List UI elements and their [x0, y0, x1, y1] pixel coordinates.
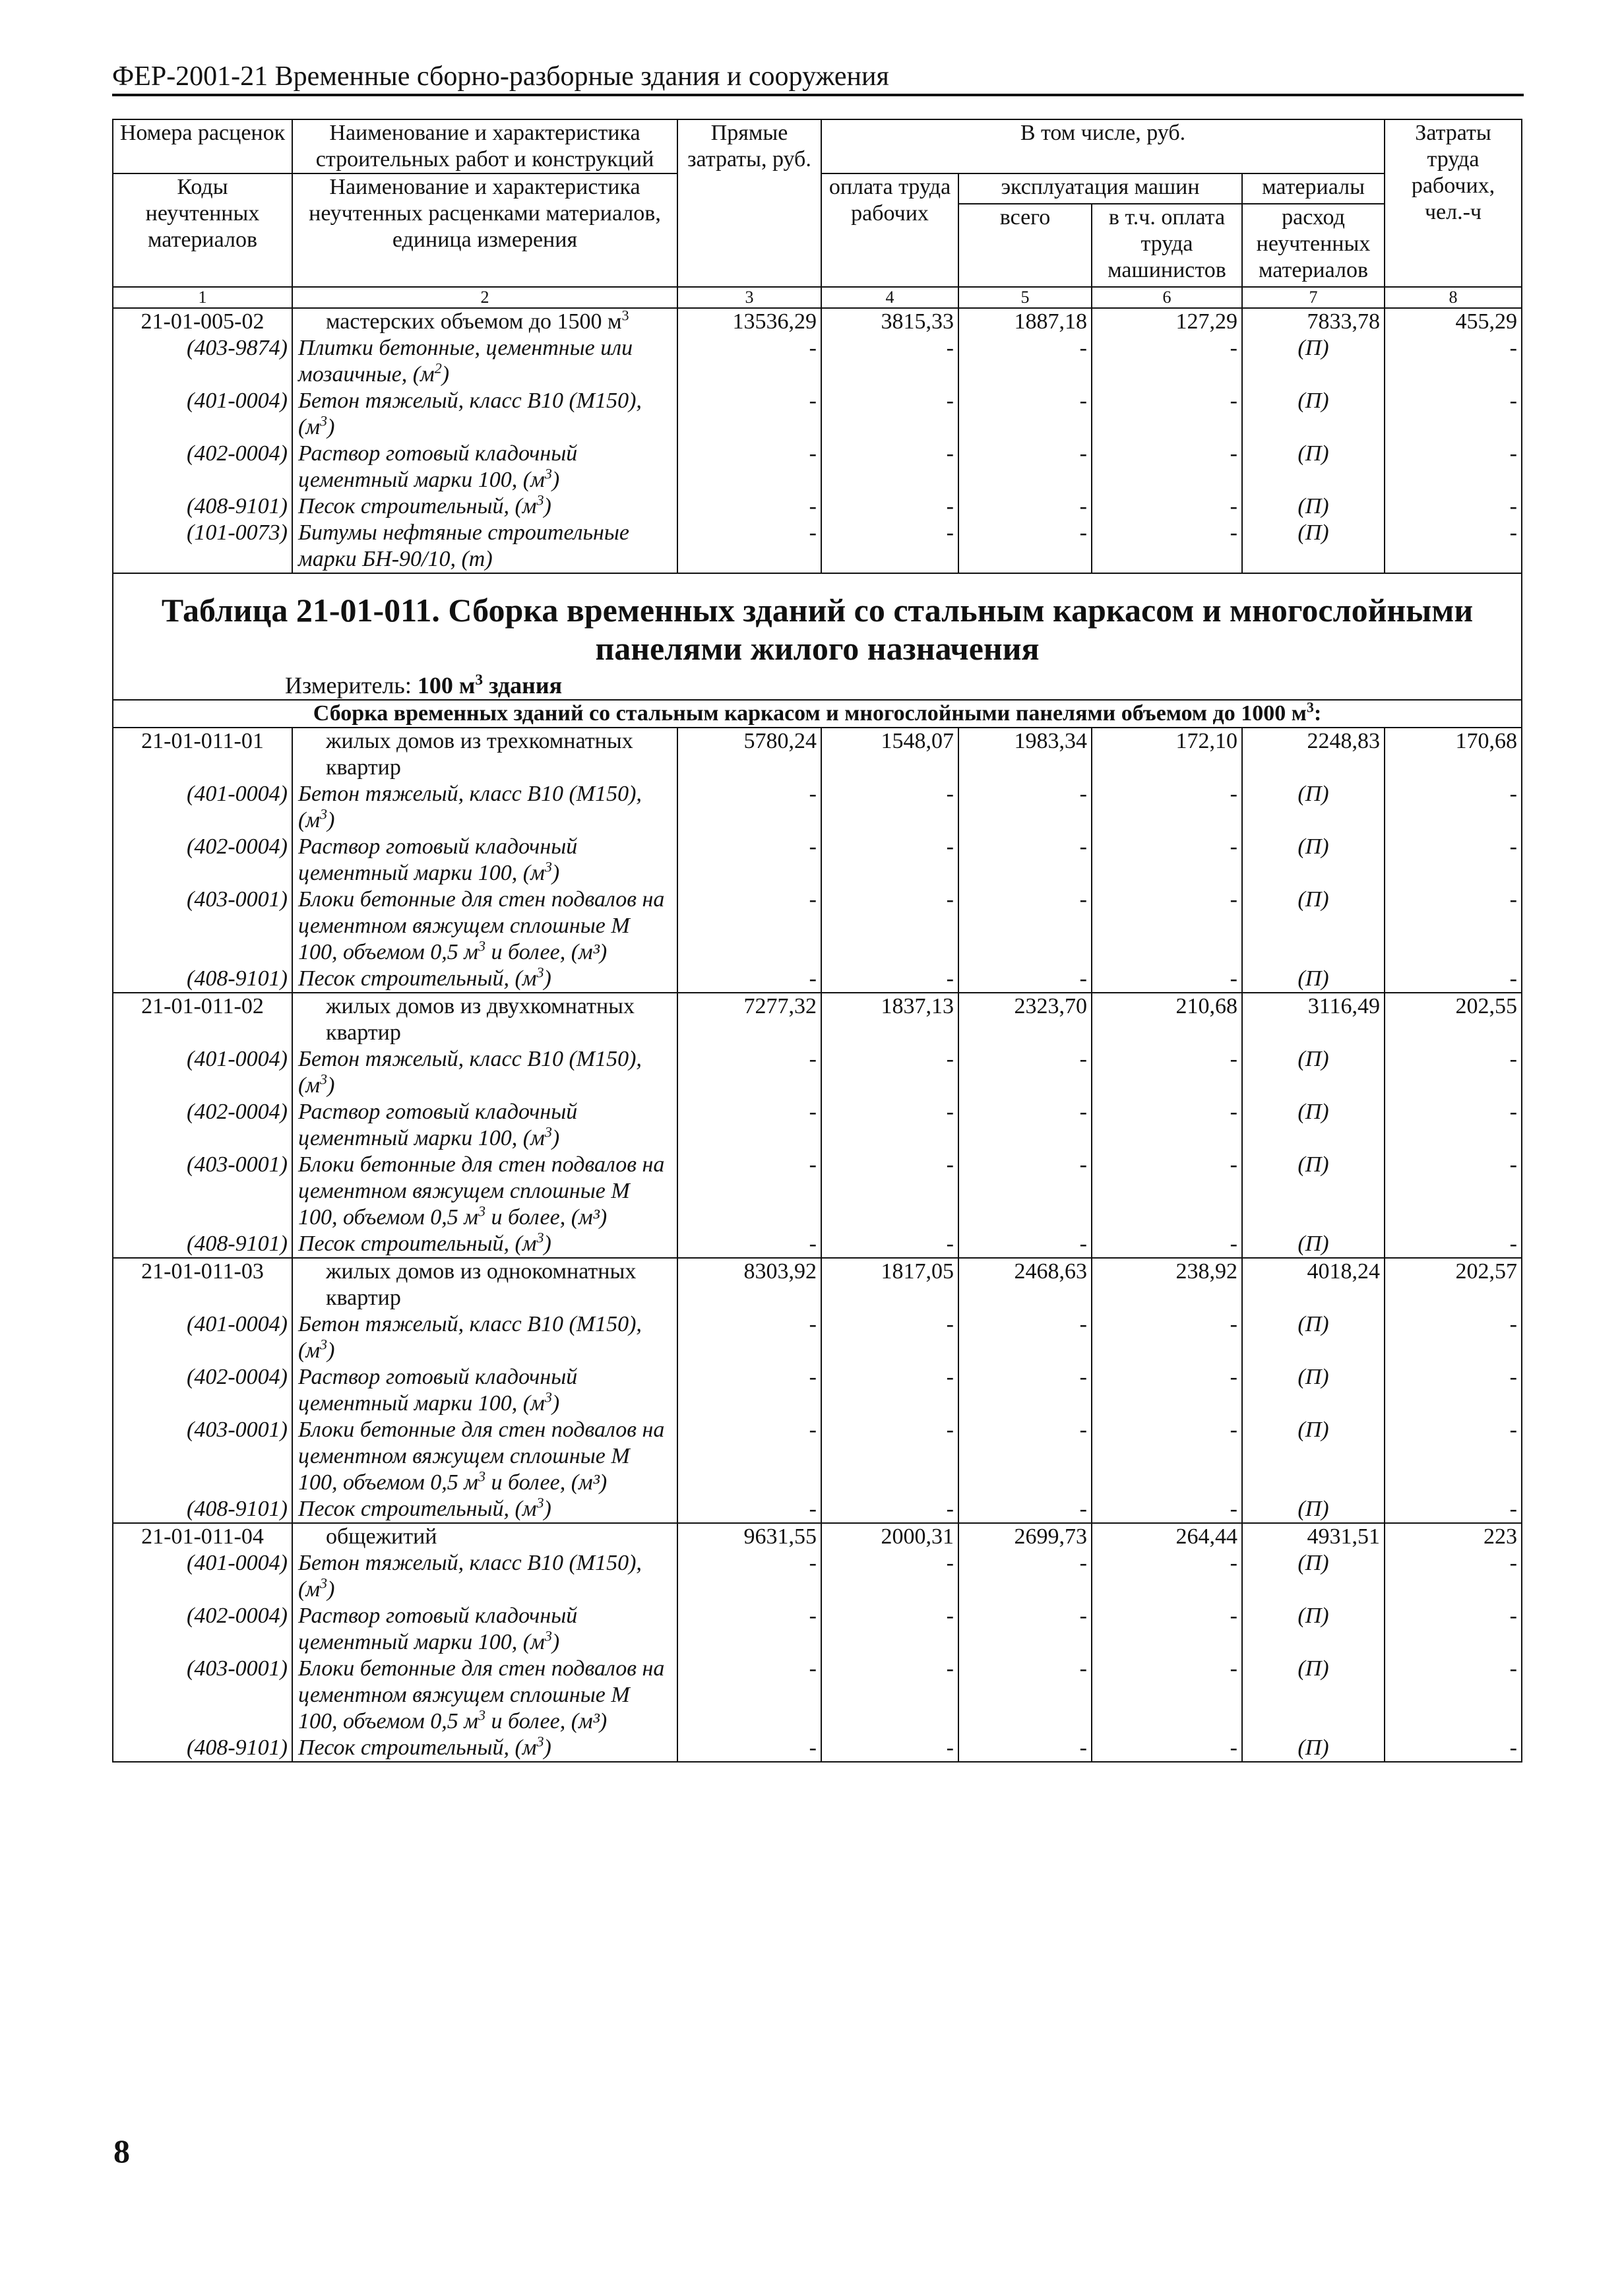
empty-value: - — [821, 1099, 958, 1152]
material-mark: (П) — [1242, 1152, 1385, 1231]
empty-value: - — [821, 1152, 958, 1231]
material-row — [113, 834, 1522, 887]
table-title: Таблица 21-01-011. Сборка временных зданий со стальным каркасом и многослойными панелями жилого назначения — [161, 592, 1474, 667]
material-row — [113, 1550, 1522, 1603]
material-mark: (П) — [1242, 441, 1385, 493]
material-mark: (П) — [1242, 1231, 1385, 1258]
work-name: жилых домов из трехкомнатных квартир — [292, 728, 677, 781]
cost-value: 2468,63 — [958, 1258, 1092, 1311]
empty-value: - — [958, 1496, 1092, 1523]
col4-header: оплата труда рабочих — [821, 173, 958, 287]
empty-value: - — [958, 1231, 1092, 1258]
empty-value: - — [1385, 1311, 1522, 1364]
empty-value: - — [821, 335, 958, 388]
empty-value: - — [1385, 1152, 1522, 1231]
cost-value: 2323,70 — [958, 993, 1092, 1046]
cost-value: 202,57 — [1385, 1258, 1522, 1311]
col1-bottom-header: Коды неучтенных материалов — [113, 173, 292, 287]
empty-value: - — [958, 1735, 1092, 1762]
material-row — [113, 1231, 1522, 1258]
empty-value: - — [1092, 1311, 1242, 1364]
empty-value: - — [958, 834, 1092, 887]
empty-value: - — [677, 1656, 821, 1735]
empty-value: - — [677, 1311, 821, 1364]
material-code: (402-0004) — [113, 1099, 292, 1152]
work-name: жилых домов из двухкомнатных квартир — [292, 993, 677, 1046]
column-number: 7 — [1242, 287, 1385, 308]
material-mark: (П) — [1242, 1496, 1385, 1523]
material-code: (401-0004) — [113, 781, 292, 834]
empty-value: - — [821, 388, 958, 441]
empty-value: - — [821, 1417, 958, 1496]
empty-value: - — [958, 1417, 1092, 1496]
empty-value: - — [1092, 1656, 1242, 1735]
cost-value: 127,29 — [1092, 308, 1242, 335]
empty-value: - — [958, 781, 1092, 834]
cost-value: 3116,49 — [1242, 993, 1385, 1046]
measure-unit — [113, 671, 1521, 699]
material-name: Песок строительный, $(м^3)$ — [292, 1735, 677, 1762]
empty-value: - — [1092, 441, 1242, 493]
empty-value: - — [1092, 1417, 1242, 1496]
empty-value: - — [677, 966, 821, 993]
empty-value: - — [1385, 887, 1522, 966]
cost-value: 223 — [1385, 1523, 1522, 1550]
material-code: (401-0004) — [113, 388, 292, 441]
empty-value: - — [677, 493, 821, 520]
material-mark: (П) — [1242, 1603, 1385, 1656]
material-code: (402-0004) — [113, 441, 292, 493]
empty-value: - — [677, 1735, 821, 1762]
empty-value: - — [958, 1603, 1092, 1656]
empty-value: - — [677, 520, 821, 573]
table-row — [113, 728, 1522, 781]
material-name: Раствор готовый кладочный цементный марки 100, $(м^3)$ — [292, 1603, 677, 1656]
material-row — [113, 1417, 1522, 1496]
page-header: ФЕР-2001-21 Временные сборно-разборные здания и сооружения — [112, 61, 1524, 96]
empty-value: - — [1092, 887, 1242, 966]
material-row — [113, 781, 1522, 834]
work-name: жилых домов из однокомнатных квартир — [292, 1258, 677, 1311]
empty-value: - — [677, 1152, 821, 1231]
empty-value: - — [1385, 493, 1522, 520]
material-name: Песок строительный, $(м^3)$ — [292, 966, 677, 993]
col6-header: в т.ч. оплата труда машинистов — [1092, 204, 1242, 287]
empty-value: - — [821, 1364, 958, 1417]
empty-value: - — [1092, 388, 1242, 441]
material-code: (101-0073) — [113, 520, 292, 573]
empty-value: - — [1092, 1603, 1242, 1656]
col5-header: всего — [958, 204, 1092, 287]
material-name: Бетон тяжелый, класс В10 (М150), $(м^3)$ — [292, 1550, 677, 1603]
empty-value: - — [1385, 335, 1522, 388]
material-code: (408-9101) — [113, 1231, 292, 1258]
cost-value: 210,68 — [1092, 993, 1242, 1046]
empty-value: - — [1385, 1099, 1522, 1152]
empty-value: - — [958, 1311, 1092, 1364]
col8-header: Затраты труда рабочих, чел.-ч — [1385, 119, 1522, 287]
empty-value: - — [1092, 966, 1242, 993]
material-row — [113, 1046, 1522, 1099]
material-code: (401-0004) — [113, 1046, 292, 1099]
material-code: (408-9101) — [113, 1735, 292, 1762]
empty-value: - — [821, 1603, 958, 1656]
material-row — [113, 388, 1522, 441]
empty-value: - — [1092, 1099, 1242, 1152]
empty-value: - — [1385, 520, 1522, 573]
material-code: (402-0004) — [113, 1364, 292, 1417]
column-number: 3 — [677, 287, 821, 308]
empty-value: - — [677, 1603, 821, 1656]
empty-value: - — [677, 781, 821, 834]
cost-value: 1548,07 — [821, 728, 958, 781]
empty-value: - — [1385, 1046, 1522, 1099]
empty-value: - — [1092, 520, 1242, 573]
material-row — [113, 441, 1522, 493]
empty-value: - — [1092, 1550, 1242, 1603]
cost-value: 7277,32 — [677, 993, 821, 1046]
empty-value: - — [821, 1656, 958, 1735]
material-row — [113, 966, 1522, 993]
empty-value: - — [958, 1152, 1092, 1231]
material-mark: (П) — [1242, 887, 1385, 966]
material-mark: (П) — [1242, 520, 1385, 573]
empty-value: - — [821, 1735, 958, 1762]
table-row — [113, 1258, 1522, 1311]
material-row — [113, 887, 1522, 966]
cost-value: 7833,78 — [1242, 308, 1385, 335]
rate-code: 21-01-011-01 — [113, 728, 292, 781]
empty-value: - — [1385, 441, 1522, 493]
empty-value: - — [821, 834, 958, 887]
empty-value: - — [821, 1231, 958, 1258]
rate-code: 21-01-011-02 — [113, 993, 292, 1046]
material-name: Бетон тяжелый, класс В10 (М150), $(м^3)$ — [292, 1311, 677, 1364]
material-name: Песок строительный, $(м^3)$ — [292, 1231, 677, 1258]
price-table — [112, 119, 1522, 1763]
cost-value: 1887,18 — [958, 308, 1092, 335]
empty-value: - — [1092, 493, 1242, 520]
empty-value: - — [1385, 1417, 1522, 1496]
empty-value: - — [821, 1550, 958, 1603]
column-number: 6 — [1092, 287, 1242, 308]
empty-value: - — [821, 1046, 958, 1099]
empty-value: - — [821, 781, 958, 834]
material-code: (408-9101) — [113, 1496, 292, 1523]
material-row — [113, 1099, 1522, 1152]
material-name: Блоки бетонные для стен подвалов на цементном вяжущем сплошные М 100, объемом 0,5 $м^3$ и более, (м³) — [292, 887, 677, 966]
material-code: (403-9874) — [113, 335, 292, 388]
material-mark: (П) — [1242, 1099, 1385, 1152]
empty-value: - — [958, 1046, 1092, 1099]
column-number: 1 — [113, 287, 292, 308]
empty-value: - — [821, 441, 958, 493]
material-mark: (П) — [1242, 493, 1385, 520]
cost-value: 2699,73 — [958, 1523, 1092, 1550]
material-row — [113, 1496, 1522, 1523]
empty-value: - — [1092, 335, 1242, 388]
material-row — [113, 1656, 1522, 1735]
material-code: (408-9101) — [113, 493, 292, 520]
measure-value: 100 $м^3$ здания — [417, 671, 563, 699]
empty-value: - — [958, 1099, 1092, 1152]
empty-value: - — [1092, 1735, 1242, 1762]
material-code: (403-0001) — [113, 887, 292, 966]
empty-value: - — [1385, 1735, 1522, 1762]
empty-value: - — [1092, 781, 1242, 834]
material-row — [113, 1603, 1522, 1656]
rate-code: 21-01-011-04 — [113, 1523, 292, 1550]
empty-value: - — [958, 1364, 1092, 1417]
machines-header: эксплуатация машин — [958, 173, 1242, 204]
col1-top-header: Номера расценок — [113, 119, 292, 173]
material-row — [113, 520, 1522, 573]
empty-value: - — [1092, 1046, 1242, 1099]
empty-value: - — [958, 1550, 1092, 1603]
work-name: мастерских объемом до 1500 $м^3$ — [292, 308, 677, 335]
page-number: 8 — [113, 2133, 130, 2170]
cost-value: 4931,51 — [1242, 1523, 1385, 1550]
column-number: 2 — [292, 287, 677, 308]
cost-value: 1837,13 — [821, 993, 958, 1046]
material-mark: (П) — [1242, 1046, 1385, 1099]
material-mark: (П) — [1242, 335, 1385, 388]
material-code: (401-0004) — [113, 1311, 292, 1364]
material-name: Блоки бетонные для стен подвалов на цементном вяжущем сплошные М 100, объемом 0,5 $м^3$ и более, (м³) — [292, 1656, 677, 1735]
material-code: (403-0001) — [113, 1152, 292, 1231]
empty-value: - — [821, 493, 958, 520]
material-name: Бетон тяжелый, класс В10 (М150), $(м^3)$ — [292, 781, 677, 834]
material-row — [113, 335, 1522, 388]
material-name: Блоки бетонные для стен подвалов на цементном вяжущем сплошные М 100, объемом 0,5 $м^3$ и более, (м³) — [292, 1417, 677, 1496]
empty-value: - — [958, 441, 1092, 493]
col2-bottom-header: Наименование и характеристика неучтенных расценками материалов, единица измерения — [292, 173, 677, 287]
column-number: 8 — [1385, 287, 1522, 308]
cost-value: 3815,33 — [821, 308, 958, 335]
material-row — [113, 1311, 1522, 1364]
empty-value: - — [677, 1417, 821, 1496]
empty-value: - — [1385, 1496, 1522, 1523]
empty-value: - — [958, 887, 1092, 966]
material-name: Битумы нефтяные строительные марки БН-90/10, (т) — [292, 520, 677, 573]
material-row — [113, 1364, 1522, 1417]
empty-value: - — [1092, 1152, 1242, 1231]
column-number: 5 — [958, 287, 1092, 308]
empty-value: - — [958, 493, 1092, 520]
empty-value: - — [1385, 834, 1522, 887]
empty-value: - — [1385, 1231, 1522, 1258]
material-name: Песок строительный, $(м^3)$ — [292, 1496, 677, 1523]
material-row — [113, 1152, 1522, 1231]
material-name: Раствор готовый кладочный цементный марки 100, $(м^3)$ — [292, 441, 677, 493]
material-name: Раствор готовый кладочный цементный марки 100, $(м^3)$ — [292, 1099, 677, 1152]
empty-value: - — [958, 966, 1092, 993]
material-code: (402-0004) — [113, 1603, 292, 1656]
empty-value: - — [677, 1364, 821, 1417]
table-row — [113, 308, 1522, 335]
cost-value: 4018,24 — [1242, 1258, 1385, 1311]
material-mark: (П) — [1242, 388, 1385, 441]
cost-value: 8303,92 — [677, 1258, 821, 1311]
empty-value: - — [1092, 1364, 1242, 1417]
empty-value: - — [958, 388, 1092, 441]
cost-value: 13536,29 — [677, 308, 821, 335]
empty-value: - — [821, 520, 958, 573]
cost-value: 238,92 — [1092, 1258, 1242, 1311]
empty-value: - — [1092, 834, 1242, 887]
col3-header: Прямые затраты, руб. — [677, 119, 821, 287]
table-row — [113, 1523, 1522, 1550]
cost-value: 170,68 — [1385, 728, 1522, 781]
empty-value: - — [958, 520, 1092, 573]
empty-value: - — [1385, 1364, 1522, 1417]
material-name: Бетон тяжелый, класс В10 (М150), $(м^3)$ — [292, 1046, 677, 1099]
empty-value: - — [677, 1231, 821, 1258]
empty-value: - — [1385, 966, 1522, 993]
col2-top-header: Наименование и характеристика строительных работ и конструкций — [292, 119, 677, 173]
empty-value: - — [677, 441, 821, 493]
empty-value: - — [1092, 1231, 1242, 1258]
cost-value: 2248,83 — [1242, 728, 1385, 781]
column-number: 4 — [821, 287, 958, 308]
materials-header: материалы — [1242, 173, 1385, 204]
measure-label: Измеритель: — [285, 672, 412, 699]
empty-value: - — [677, 834, 821, 887]
including-header: В том числе, руб. — [821, 119, 1385, 173]
material-code: (402-0004) — [113, 834, 292, 887]
cost-value: 172,10 — [1092, 728, 1242, 781]
material-mark: (П) — [1242, 1311, 1385, 1364]
cost-value: 2000,31 — [821, 1523, 958, 1550]
material-name: Раствор готовый кладочный цементный марки 100, $(м^3)$ — [292, 1364, 677, 1417]
cost-value: 202,55 — [1385, 993, 1522, 1046]
cost-value: 455,29 — [1385, 308, 1522, 335]
col7-header: расход неучтенных материалов — [1242, 204, 1385, 287]
empty-value: - — [821, 887, 958, 966]
empty-value: - — [1385, 781, 1522, 834]
cost-value: 1817,05 — [821, 1258, 958, 1311]
material-mark: (П) — [1242, 1550, 1385, 1603]
empty-value: - — [1385, 1550, 1522, 1603]
empty-value: - — [821, 1496, 958, 1523]
empty-value: - — [958, 335, 1092, 388]
material-name: Песок строительный, $(м^3)$ — [292, 493, 677, 520]
empty-value: - — [677, 1496, 821, 1523]
empty-value: - — [677, 1550, 821, 1603]
material-mark: (П) — [1242, 781, 1385, 834]
table-row — [113, 993, 1522, 1046]
rate-code: 21-01-011-03 — [113, 1258, 292, 1311]
material-mark: (П) — [1242, 834, 1385, 887]
empty-value: - — [1385, 1603, 1522, 1656]
material-name: Бетон тяжелый, класс В10 (М150), $(м^3)$ — [292, 388, 677, 441]
empty-value: - — [1385, 1656, 1522, 1735]
cost-value: 1983,34 — [958, 728, 1092, 781]
empty-value: - — [677, 335, 821, 388]
rate-code: 21-01-005-02 — [113, 308, 292, 335]
material-mark: (П) — [1242, 1364, 1385, 1417]
material-row — [113, 493, 1522, 520]
empty-value: - — [677, 1099, 821, 1152]
material-name: Раствор готовый кладочный цементный марки 100, $(м^3)$ — [292, 834, 677, 887]
work-name: общежитий — [292, 1523, 677, 1550]
material-mark: (П) — [1242, 1656, 1385, 1735]
cost-value: 5780,24 — [677, 728, 821, 781]
material-name: Плитки бетонные, цементные или мозаичные, $(м^2)$ — [292, 335, 677, 388]
material-name: Блоки бетонные для стен подвалов на цементном вяжущем сплошные М 100, объемом 0,5 $м^3$ и более, (м³) — [292, 1152, 677, 1231]
material-mark: (П) — [1242, 1417, 1385, 1496]
empty-value: - — [677, 887, 821, 966]
material-code: (403-0001) — [113, 1417, 292, 1496]
material-code: (408-9101) — [113, 966, 292, 993]
empty-value: - — [677, 388, 821, 441]
group-heading: Сборка временных зданий со стальным каркасом и многослойными панелями объемом до 1000 $м^3$: — [113, 700, 1522, 728]
empty-value: - — [958, 1656, 1092, 1735]
empty-value: - — [821, 1311, 958, 1364]
empty-value: - — [1385, 388, 1522, 441]
material-code: (403-0001) — [113, 1656, 292, 1735]
material-mark: (П) — [1242, 1735, 1385, 1762]
material-row — [113, 1735, 1522, 1762]
empty-value: - — [1092, 1496, 1242, 1523]
material-mark: (П) — [1242, 966, 1385, 993]
empty-value: - — [677, 1046, 821, 1099]
material-code: (401-0004) — [113, 1550, 292, 1603]
empty-value: - — [821, 966, 958, 993]
cost-value: 264,44 — [1092, 1523, 1242, 1550]
cost-value: 9631,55 — [677, 1523, 821, 1550]
